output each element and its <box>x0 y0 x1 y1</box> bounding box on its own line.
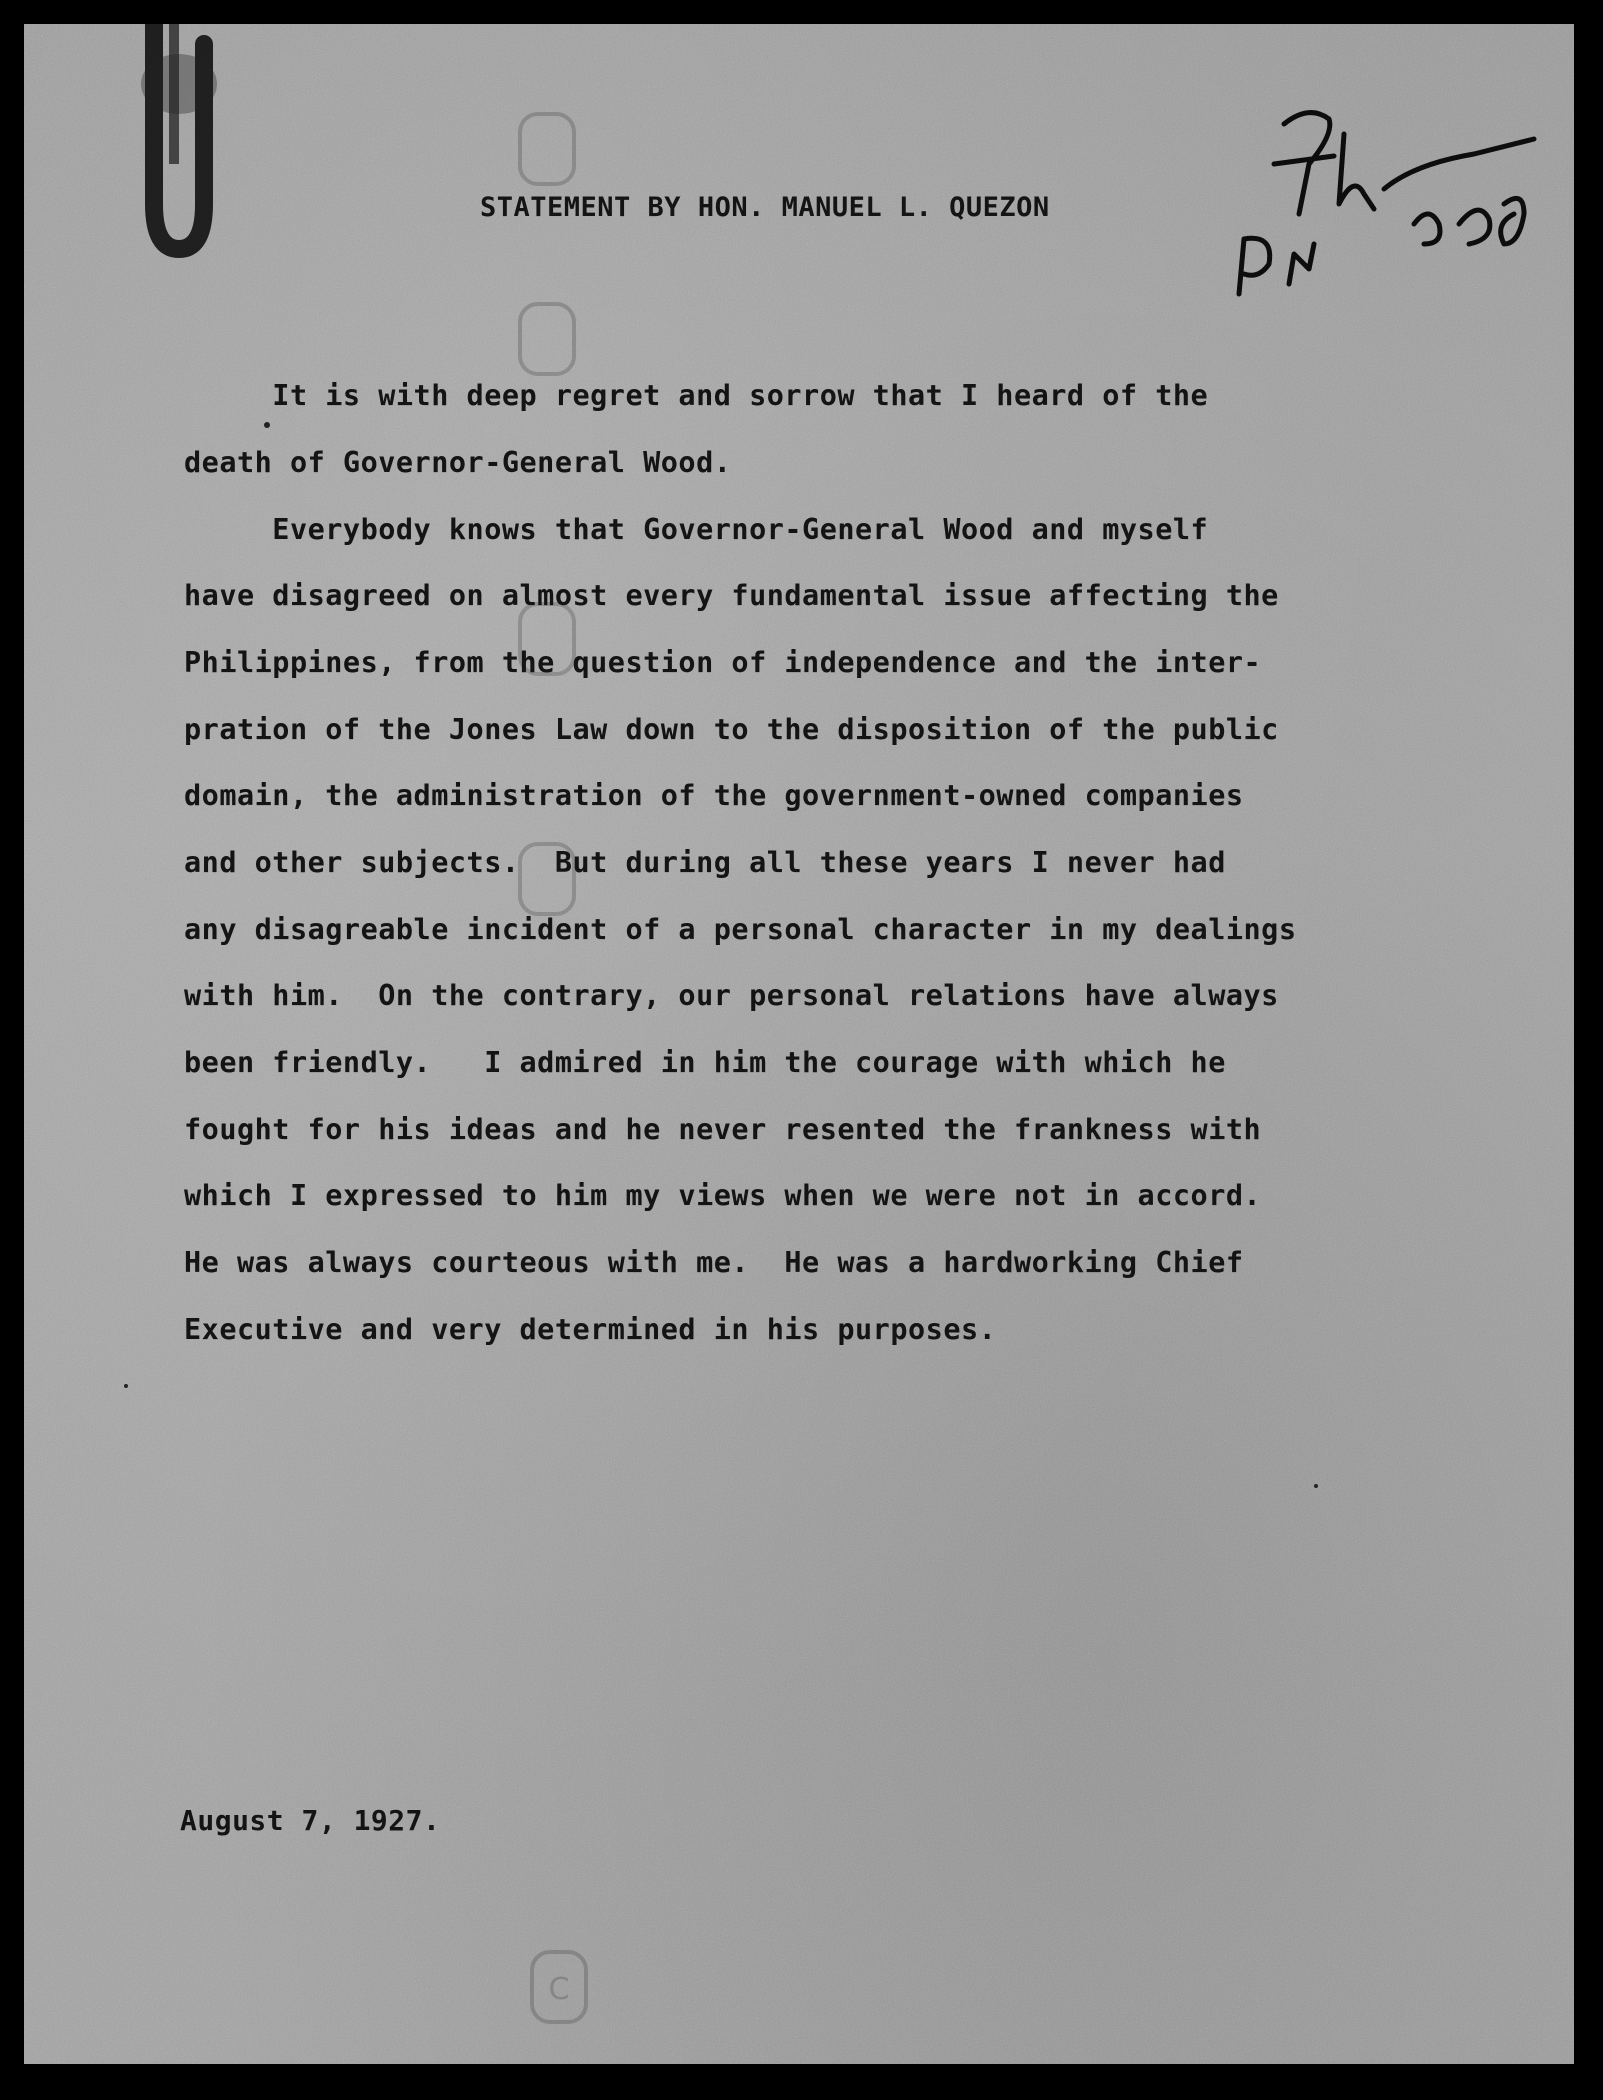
paragraph-2-line-2: have disagreed on almost every fundamental issue affecting the <box>184 579 1279 612</box>
document-page <box>24 24 1574 2064</box>
paragraph-2-line-12: He was always courteous with me. He was a hardworking Chief <box>184 1246 1244 1279</box>
paragraph-2-line-13: Executive and very determined in his purposes. <box>184 1313 997 1346</box>
paragraph-2-line-9: been friendly. I admired in him the courage with which he <box>184 1046 1226 1079</box>
paragraph-1-line-2: death of Governor-General Wood. <box>184 446 732 479</box>
paragraph-2-line-10: fought for his ideas and he never resented the frankness with <box>184 1113 1262 1146</box>
paragraph-2-line-5: domain, the administration of the government-owned companies <box>184 779 1244 812</box>
ink-speck <box>264 422 270 428</box>
document-title: STATEMENT BY HON. MANUEL L. QUEZON <box>480 192 1050 223</box>
paper-clip-icon <box>134 24 224 264</box>
ink-speck <box>1314 1484 1318 1488</box>
svg-text:C: C <box>548 1972 570 2007</box>
paragraph-2-line-11: which I expressed to him my views when we were not in accord. <box>184 1179 1262 1212</box>
paragraph-2-line-3: Philippines, from the question of independence and the inter- <box>184 646 1262 679</box>
paragraph-2-line-4: pration of the Jones Law down to the disposition of the public <box>184 713 1279 746</box>
ink-speck <box>124 1384 128 1388</box>
paragraph-2-line-1: Everybody knows that Governor-General Wood and myself <box>184 513 1209 546</box>
archive-stamp-icon <box>524 1944 594 2034</box>
handwritten-annotation <box>1214 94 1554 354</box>
paragraph-2-line-7: any disagreable incident of a personal character in my dealings <box>184 913 1297 946</box>
paragraph-2-line-6: and other subjects. But during all these years I never had <box>184 846 1226 879</box>
paragraph-1-line-1: It is with deep regret and sorrow that I heard of the <box>184 379 1209 412</box>
document-date: August 7, 1927. <box>180 1804 441 1837</box>
paragraph-2-line-8: with him. On the contrary, our personal relations have always <box>184 979 1279 1012</box>
